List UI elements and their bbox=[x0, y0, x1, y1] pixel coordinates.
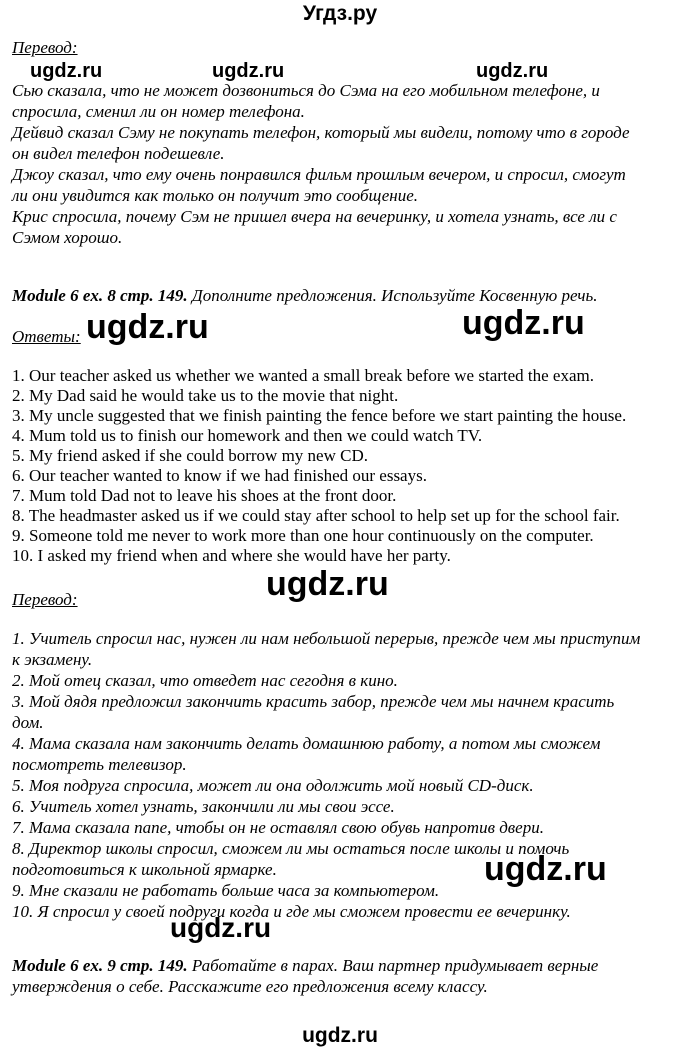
section1-line: Дейвид сказал Сэму не покупать телефон, который мы видели, потому что в городе bbox=[12, 123, 630, 142]
watermark: ugdz.ru bbox=[476, 60, 549, 82]
section1-line: Крис спросила, почему Сэм не пришел вчера на вечеринку, и хотела узнать, все ли с bbox=[12, 207, 617, 226]
section2-line: 10. Я спросил у своей подруги когда и где мы сможем провести ее вечеринку. bbox=[12, 902, 571, 921]
section2-line: 6. Учитель хотел узнать, закончили ли мы свои эссе. bbox=[12, 797, 395, 816]
answer-line: 3. My uncle suggested that we finish painting the fence before we start painting the house. bbox=[12, 406, 627, 425]
section1-body bbox=[12, 80, 630, 248]
section2-line: 3. Мой дядя предложил закончить красить забор, прежде чем мы начнем красить bbox=[12, 692, 615, 711]
section2-line: 4. Мама сказала нам закончить делать домашнюю работу, а потом мы сможем bbox=[12, 734, 601, 753]
answer-line: 1. Our teacher asked us whether we wanted a small break before we started the exam. bbox=[12, 366, 595, 385]
watermark: ugdz.ru bbox=[170, 912, 272, 943]
watermark: ugdz.ru bbox=[462, 304, 585, 342]
module8-heading bbox=[12, 285, 597, 306]
answers-heading: Ответы: bbox=[12, 327, 81, 346]
section2-line: посмотреть телевизор. bbox=[12, 755, 187, 774]
module9-ref: Module 6 ex. 9 стр. 149. bbox=[12, 956, 188, 975]
section2-line: к экзамену. bbox=[12, 650, 93, 669]
section1-heading: Перевод: bbox=[12, 38, 78, 57]
answer-line: 9. Someone told me never to work more than one hour continuously on the computer. bbox=[12, 526, 594, 545]
footer-watermark: ugdz.ru bbox=[302, 1024, 378, 1047]
answer-line: 10. I asked my friend when and where she would have her party. bbox=[12, 546, 451, 565]
module8-ref: Module 6 ex. 8 стр. 149. bbox=[12, 286, 188, 305]
answer-line: 2. My Dad said he would take us to the movie that night. bbox=[12, 386, 399, 405]
module9-task-line1: Работайте в парах. Ваш партнер придумывает верные bbox=[187, 956, 599, 975]
watermark: ugdz.ru bbox=[86, 308, 209, 346]
section2-heading: Перевод: bbox=[12, 590, 78, 609]
watermark: ugdz.ru bbox=[484, 850, 607, 888]
section2-line: 7. Мама сказала папе, чтобы он не оставлял свою обувь напротив двери. bbox=[12, 818, 544, 837]
answer-line: 4. Mum told us to finish our homework and then we could watch TV. bbox=[12, 426, 483, 445]
watermark: ugdz.ru bbox=[212, 60, 285, 82]
section2-line: 9. Мне сказали не работать больше часа за компьютером. bbox=[12, 881, 440, 900]
site-title: Угдз.ру bbox=[302, 2, 378, 25]
section1-line: Джоу сказал, что ему очень понравился фильм прошлым вечером, и спросил, смогут bbox=[12, 165, 626, 184]
watermark: ugdz.ru bbox=[266, 565, 389, 603]
section2-line: 5. Моя подруга спросила, может ли она одолжить мой новый CD-диск. bbox=[12, 776, 534, 795]
section1-line: ли они увидится как только он получит это сообщение. bbox=[12, 186, 419, 205]
answer-line: 6. Our teacher wanted to know if we had finished our essays. bbox=[12, 466, 427, 485]
section1-line: он видел телефон подешевле. bbox=[12, 144, 225, 163]
answers-list bbox=[12, 366, 626, 566]
section2-line: дом. bbox=[12, 713, 44, 732]
section1-line: Сэмом хорошо. bbox=[12, 228, 123, 247]
module9-task-line2: утверждения о себе. Расскажите его предложения всему классу. bbox=[12, 977, 488, 996]
section2-line: подготовиться к школьной ярмарке. bbox=[12, 860, 277, 879]
section2-line: 1. Учитель спросил нас, нужен ли нам небольшой перерыв, прежде чем мы приступим bbox=[12, 629, 641, 648]
module9-heading bbox=[12, 955, 598, 997]
answer-line: 8. The headmaster asked us if we could stay after school to help set up for the school fair. bbox=[12, 506, 620, 525]
section1-line: спросила, сменил ли он номер телефона. bbox=[12, 102, 305, 121]
section2-line: 2. Мой отец сказал, что отведет нас сегодня в кино. bbox=[12, 671, 398, 690]
answer-line: 7. Mum told Dad not to leave his shoes at the front door. bbox=[12, 486, 397, 505]
watermark: ugdz.ru bbox=[30, 60, 103, 82]
section1-line: Сью сказала, что не может дозвониться до Сэма на его мобильном телефоне, и bbox=[12, 81, 600, 100]
module8-task: Дополните предложения. Используйте Косвенную речь. bbox=[187, 286, 598, 305]
answer-line: 5. My friend asked if she could borrow my new CD. bbox=[12, 446, 368, 465]
section2-line: 8. Директор школы спросил, сможем ли мы остаться после школы и помочь bbox=[12, 839, 570, 858]
